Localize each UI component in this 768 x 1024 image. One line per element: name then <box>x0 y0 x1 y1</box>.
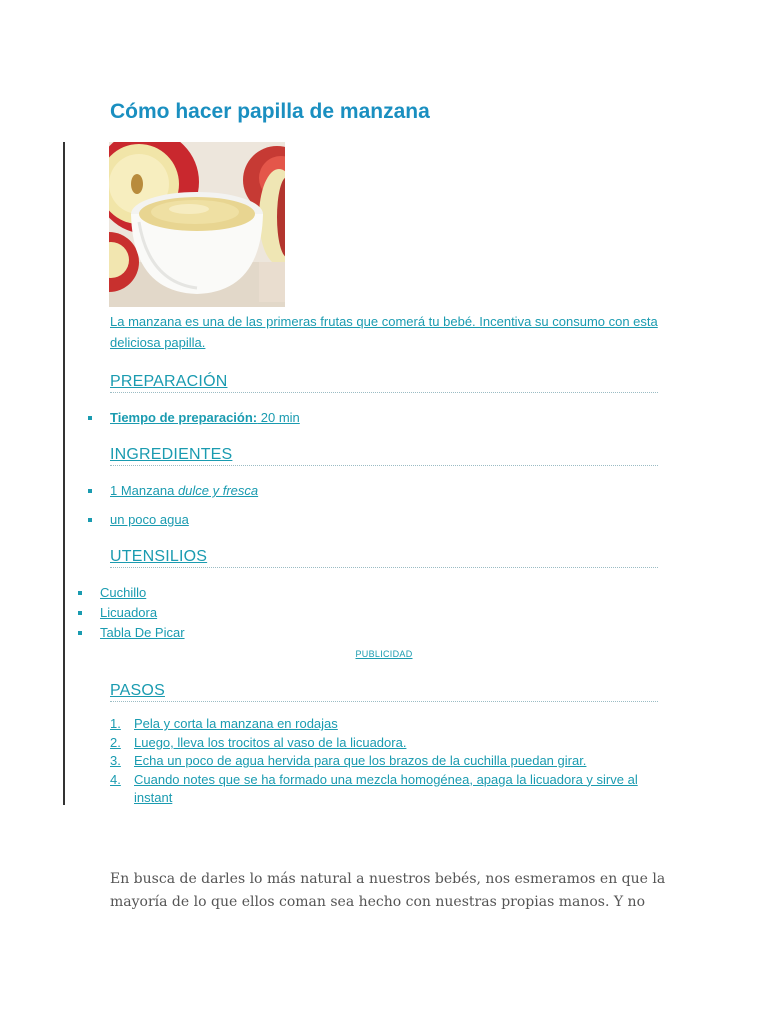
heading-preparacion-label: PREPARACIÓN <box>110 373 228 390</box>
step-item[interactable] <box>110 734 670 753</box>
ingredient-2[interactable]: un poco agua <box>110 512 189 527</box>
list-item[interactable] <box>78 623 185 643</box>
heading-ingredientes <box>110 446 658 466</box>
step-text[interactable]: Luego, lleva los trocitos al vaso de la licuadora. <box>134 734 407 750</box>
utensil-2[interactable]: Licuadora <box>100 605 158 620</box>
pasos-list <box>110 715 670 808</box>
bullet-icon <box>88 518 92 522</box>
ingredient-1[interactable] <box>110 483 258 498</box>
heading-utensilios-label: UTENSILIOS <box>110 548 208 565</box>
bullet-icon <box>78 591 82 595</box>
list-item[interactable] <box>78 603 185 623</box>
heading-pasos <box>110 682 658 702</box>
step-number: 1. <box>110 716 121 731</box>
utensilios-list <box>78 583 185 643</box>
step-number: 3. <box>110 753 121 768</box>
bullet-icon <box>88 489 92 493</box>
heading-pasos-label: PASOS <box>110 682 165 699</box>
utensil-1[interactable]: Cuchillo <box>100 585 147 600</box>
prep-time[interactable] <box>110 410 300 425</box>
list-item[interactable] <box>88 481 258 501</box>
bullet-icon <box>78 631 82 635</box>
page-title: Cómo hacer papilla de manzana <box>110 100 430 123</box>
step-item[interactable] <box>110 715 670 734</box>
bullet-icon <box>78 611 82 615</box>
prep-time-label: Tiempo de preparación: <box>110 410 258 425</box>
ingredient-1-main: 1 Manzana <box>110 483 178 498</box>
prep-time-value: 20 min <box>257 410 300 425</box>
step-number: 4. <box>110 771 121 787</box>
ingredientes-list <box>88 481 258 530</box>
heading-ingredientes-label: INGREDIENTES <box>110 446 233 463</box>
step-item[interactable] <box>110 752 670 771</box>
left-margin-rule <box>63 142 65 805</box>
step-text[interactable]: Pela y corta la manzana en rodajas <box>134 716 338 731</box>
applesauce-photo <box>109 142 285 307</box>
ingredient-1-note: dulce y fresca <box>177 483 259 498</box>
bullet-icon <box>88 416 92 420</box>
intro-paragraph[interactable] <box>110 311 670 353</box>
body-paragraph: En busca de darles lo más natural a nuestros bebés, nos esmeramos en que la mayoría de lo que ellos coman sea hecho con nuestras propias manos. Y no <box>110 871 666 910</box>
intro-link[interactable]: La manzana es una de las primeras frutas que comerá tu bebé. Incentiva su consumo con esta deliciosa papilla. <box>110 314 658 350</box>
list-item[interactable] <box>78 583 185 603</box>
heading-utensilios <box>110 548 658 568</box>
step-text[interactable]: Echa un poco de agua hervida para que los brazos de la cuchilla puedan girar. <box>134 753 587 768</box>
heading-preparacion <box>110 373 658 393</box>
step-number: 2. <box>110 734 121 750</box>
list-item[interactable] <box>88 408 300 428</box>
utensil-3[interactable]: Tabla De Picar <box>100 625 185 640</box>
publicidad-link[interactable]: PUBLICIDAD <box>355 649 413 659</box>
preparacion-list <box>88 408 300 428</box>
step-item[interactable] <box>110 771 670 808</box>
step-text[interactable]: Cuando notes que se ha formado una mezcla homogénea, apaga la licuadora y sirve al instant <box>134 771 638 805</box>
list-item[interactable] <box>88 510 258 530</box>
